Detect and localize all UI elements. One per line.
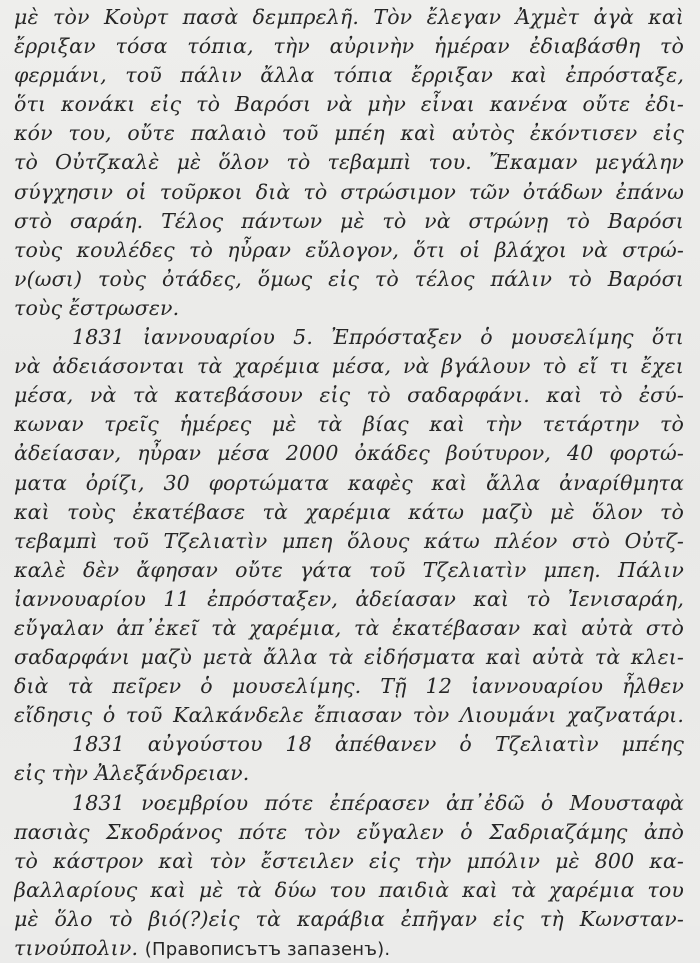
orthography-note: (Правописътъ запазенъ). [144,939,391,960]
text-line: τὸ Οὐτζκαλὲ μὲ ὅλον τὸ τεβαμπὶ του. Ἔκαμαν μεγάλην [14,150,684,175]
text-line: σαδαρφάνι μαζὺ μετὰ ἄλλα τὰ εἰδήσματα καὶ αὐτὰ τὰ κλει- [14,645,684,670]
text-line: ἔρριξαν τόσα τόπια, τὴν αὐρινὴν ἡμέραν ἐδιαβάσθη τὸ [14,34,684,59]
text-line: φερμάνι, τοῦ πάλιν ἄλλα τόπια ἔρριξαν καὶ ἐπρόσταξε, [14,63,684,88]
text-line: τοὺς κουλέδες τὸ ηὖραν εὔλογον, ὅτι οἱ βλάχοι νὰ στρώ- [14,237,684,262]
text-line: 1831 ἰαννουαρίου 5. Ἐπρόσταξεν ὁ μουσελίμης ὅτι [72,325,684,350]
text-line-final-greek: τινούπολιν. [14,936,139,960]
text-line: βαλλαρίους καὶ μὲ τὰ δύω του παιδιὰ καὶ τὰ χαρέμια του [14,877,684,902]
text-line: κωναν τρεῖς ἡμέρες μὲ τὰ βίας καὶ τὴν τετάρτην τὸ [14,412,684,437]
text-line: τοὺς ἔστρωσεν. [14,295,180,320]
text-line: τὸ κάστρον καὶ τὸν ἔστειλεν εἰς τὴν μπόλιν μὲ 800 κα- [14,848,684,873]
text-line: 1831 νοεμβρίου πότε ἐπέρασεν ἀπ᾽ἐδῶ ὁ Μουσταφὰ [72,790,684,815]
text-line: μὲ τὸν Κοὺρτ πασὰ δεμπρελῆ. Τὸν ἔλεγαν Ἀχμὲτ ἀγὰ καὶ [14,5,684,29]
text-line: ὅτι κονάκι εἰς τὸ Βαρόσι νὰ μὴν εἶναι κανένα οὔτε ἐδι- [14,92,684,117]
text-line: μὲ ὅλο τὸ βιό(?)εἰς τὰ καράβια ἐπῆγαν εἰς τὴ Κωνσταν- [14,906,684,931]
text-line: τεβαμπὶ τοῦ Τζελιατὶν μπεη ὅλους κάτω πλέον στὸ Οὐτζ- [14,528,684,553]
text-line: ἀδείασαν, ηὖραν μέσα 2000 ὀκάδες βούτυρον, 40 φορτώ- [14,441,684,466]
text-line: εὔγαλαν ἀπ᾽ἐκεῖ τὰ χαρέμια, τὰ ἐκατέβασαν καὶ αὐτὰ στὸ [14,615,684,640]
text-line: ν(ωσι) τοὺς ὀτάδες, ὅμως εἰς τὸ τέλος πάλιν τὸ Βαρόσι [14,266,684,291]
text-line: ἰαννουαρίου 11 ἐπρόσταξεν, ἀδείασαν καὶ τὸ Ἰενισαράη, [14,586,684,611]
paragraph-1831-november [14,789,684,963]
paragraph-kurt-pasha [14,3,684,323]
text-line: εἴδησις ὁ τοῦ Καλκάνδελε ἔπιασαν τὸν Λιουμάνι χαζνατάρι. [14,703,684,728]
text-line: καλὲ δὲν ἄφησαν οὔτε γάτα τοῦ Τζελιατὶν μπεη. Πάλιν [14,557,684,582]
paragraph-1831-august-18 [14,730,684,788]
text-line: καὶ τοὺς ἐκατέβασε τὰ χαρέμια κάτω μαζὺ μὲ ὅλον τὸ [14,499,684,524]
text-line: διὰ τὰ πεῖρεν ὁ μουσελίμης. Τῇ 12 ἰαννουαρίου ἦλθεν [14,674,684,699]
text-line-final [14,934,684,963]
text-line: πασιὰς Σκοδράνος πότε τὸν εὔγαλεν ὁ Σαδριαζάμης ἀπὸ [14,819,684,844]
text-line: σύγχησιν οἱ τοῦρκοι διὰ τὸ στρώσιμον τῶν ὀτάδων ἐπάνω [14,179,684,204]
text-line: νὰ ἀδειάσονται τὰ χαρέμια μέσα, νὰ βγάλουν τὸ εἴ τι ἔχει [14,354,684,379]
text-line: μέσα, νὰ τὰ κατεβάσουν εἰς τὸ σαδαρφάνι. καὶ τὸ ἐσύ- [14,383,684,408]
text-line: 1831 αὐγούστου 18 ἀπέθανεν ὁ Τζελιατὶν μπέης [72,732,684,757]
text-line: ματα ὀρίζι, 30 φορτώματα καφὲς καὶ ἄλλα ἀναρίθμητα [14,470,684,495]
text-line: εἰς τὴν Ἀλεξάνδρειαν. [14,761,250,786]
text-line: κόν του, οὔτε παλαιὸ τοῦ μπέη καὶ αὐτὸς ἐκόντισεν εἰς [14,121,684,146]
paragraph-1831-january-5 [14,323,684,730]
text-line: στὸ σαράη. Τέλος πάντων μὲ τὸ νὰ στρώνῃ τὸ Βαρόσι [14,208,684,233]
